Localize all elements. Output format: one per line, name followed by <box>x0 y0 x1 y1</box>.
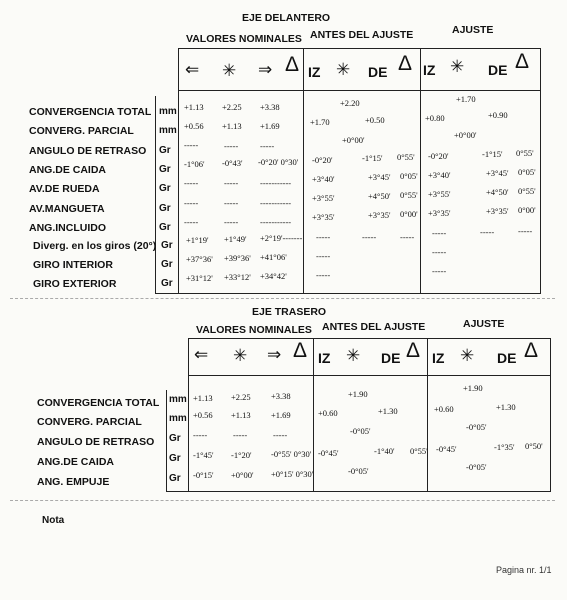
rear-nominal-value: +1.13 <box>231 410 251 420</box>
front-row-label: AV.MANGUETA <box>29 203 105 215</box>
front-nominal-value: ----- <box>184 140 199 150</box>
front-nominal-value: +0.56 <box>184 121 204 131</box>
front-nominal-value: +2.25 <box>222 102 242 112</box>
front-nominal-value: ----- <box>184 178 199 188</box>
front-before-iz-label: IZ <box>308 64 321 80</box>
front-grid-unit-left <box>155 96 156 294</box>
front-nominal-value: ----- <box>224 198 239 208</box>
front-row-unit: mm <box>159 106 177 117</box>
front-row-unit: mm <box>159 125 177 136</box>
rear-nominal-value: -1°45' <box>193 450 214 460</box>
front-row-label: GIRO EXTERIOR <box>33 278 117 290</box>
front-before-value: ----- <box>316 270 331 280</box>
front-after-value: +0.80 <box>425 113 445 123</box>
front-nominal-value: ----- <box>260 141 275 151</box>
front-row-unit: Gr <box>159 222 171 233</box>
front-after-value: +4°50' <box>486 187 509 197</box>
rear-row-unit: Gr <box>169 473 181 484</box>
front-nominal-value: ----- <box>224 141 239 151</box>
rear-before-star-icon: ✳ <box>346 346 361 365</box>
front-before-value: +0.50 <box>365 115 385 125</box>
front-before-value: ----- <box>362 232 377 242</box>
front-after-value: ----- <box>432 247 447 257</box>
rear-after-value: -1°35' <box>494 442 515 452</box>
rear-before-value: -0°05' <box>348 466 369 476</box>
front-before-value: -0°20' <box>312 155 333 165</box>
front-nominal-value: +34°42' <box>260 271 287 281</box>
rear-after-star-icon: ✳ <box>460 346 475 365</box>
front-before-value: -1°15' <box>362 153 383 163</box>
rear-row-unit: Gr <box>169 453 181 464</box>
rear-nominal-value: +3.38 <box>271 391 291 401</box>
rear-before-value: -0°05' <box>350 426 371 436</box>
rear-before-value: 0°55' <box>410 446 428 456</box>
rear-nominal-delta-icon: Δ <box>293 339 308 362</box>
front-before-value: ----- <box>400 232 415 242</box>
front-nominal-header: VALORES NOMINALES <box>186 33 302 45</box>
front-nominal-value: ----------- <box>260 178 292 188</box>
rear-after-value: -0°05' <box>466 462 487 472</box>
front-before-value: +4°50' <box>368 191 391 201</box>
front-nominal-value: +1°49' <box>224 234 247 244</box>
front-nominal-value: ----- <box>184 217 199 227</box>
front-row-unit: Gr <box>161 259 173 270</box>
front-center-star-icon: ✳ <box>222 61 237 80</box>
rear-nominal-value: ----- <box>273 430 288 440</box>
rear-after-de-label: DE <box>497 350 517 366</box>
rear-nominal-value: +1.69 <box>271 410 291 420</box>
rear-after-value: -0°05' <box>466 422 487 432</box>
front-nominal-value: +31°12' <box>186 273 213 283</box>
rear-grid-right <box>550 338 551 492</box>
front-before-value: +3°45' <box>368 172 391 182</box>
front-after-value: +3°55' <box>428 189 451 199</box>
front-after-value: +0°00' <box>454 130 477 140</box>
front-nominal-value: ----- <box>184 198 199 208</box>
front-after-value: +3°40' <box>428 170 451 180</box>
rear-row-label: ANGULO DE RETRASO <box>37 436 155 448</box>
section-separator <box>10 298 555 299</box>
front-before-value: ----- <box>316 251 331 261</box>
rear-nominal-value: +1.13 <box>193 393 213 403</box>
front-row-label: CONVERGENCIA TOTAL <box>29 106 152 118</box>
rear-right-arrow-icon: ⇒ <box>267 345 282 364</box>
front-row-unit: Gr <box>159 145 171 156</box>
front-grid-bottom <box>155 293 540 294</box>
rear-row-unit: mm <box>169 394 187 405</box>
front-nominal-value: -0°20' 0°30' <box>258 157 299 167</box>
front-after-value: 0°55' <box>516 148 534 158</box>
note-label: Nota <box>42 515 65 526</box>
front-nominal-value: +3.38 <box>260 102 280 112</box>
front-grid-right <box>540 48 541 294</box>
front-after-value: -0°20' <box>428 151 449 161</box>
front-grid-header-bottom <box>178 90 540 91</box>
front-after-value: +3°45' <box>486 168 509 178</box>
front-before-value: +2.20 <box>340 98 360 108</box>
front-after-value: ----- <box>432 228 447 238</box>
rear-row-label: ANG. EMPUJE <box>37 476 110 488</box>
front-row-unit: Gr <box>159 203 171 214</box>
front-row-label: Diverg. en los giros (20°) <box>33 240 157 252</box>
rear-before-value: +1.90 <box>348 389 368 399</box>
front-after-header: AJUSTE <box>452 24 494 36</box>
front-before-value: 0°55' <box>400 190 418 200</box>
front-row-label: ANG.DE CAIDA <box>29 164 107 176</box>
front-row-unit: Gr <box>161 278 173 289</box>
front-nominal-value: +33°12' <box>224 272 251 282</box>
front-nominal-value: ----- <box>224 217 239 227</box>
front-nominal-value: ----------- <box>260 198 292 208</box>
front-after-value: +3°35' <box>486 206 509 216</box>
front-nominal-value: ----- <box>224 178 239 188</box>
rear-grid-div2 <box>427 338 428 492</box>
front-row-unit: Gr <box>159 183 171 194</box>
front-row-label: ANG.INCLUIDO <box>29 222 106 234</box>
rear-grid-bottom <box>166 491 550 492</box>
front-after-delta-icon: Δ <box>515 50 530 73</box>
front-row-label: GIRO INTERIOR <box>33 259 113 271</box>
rear-nominal-header: VALORES NOMINALES <box>196 324 312 336</box>
rear-after-value: +1.30 <box>496 402 516 412</box>
front-nominal-value: ----------- <box>260 217 292 227</box>
rear-nominal-value: -0°15' <box>193 470 214 480</box>
rear-row-label: CONVERGENCIA TOTAL <box>37 397 160 409</box>
front-after-value: 0°00' <box>518 205 536 215</box>
front-after-iz-label: IZ <box>423 62 436 78</box>
front-nominal-value: +41°06' <box>260 252 287 262</box>
rear-nominal-value: -0°55' 0°30' <box>271 449 312 459</box>
front-right-arrow-icon: ⇒ <box>258 60 273 79</box>
rear-nominal-value: ----- <box>193 430 208 440</box>
front-grid-div1 <box>303 48 304 294</box>
front-row-unit: Gr <box>161 240 173 251</box>
rear-after-value: -0°45' <box>436 444 457 454</box>
front-axle-title: EJE DELANTERO <box>242 12 331 24</box>
front-after-value: +0.90 <box>488 110 508 120</box>
rear-after-value: +1.90 <box>463 383 483 393</box>
front-grid-left <box>178 48 179 294</box>
front-before-value: 0°05' <box>400 171 418 181</box>
front-after-value: 0°05' <box>518 167 536 177</box>
front-nominal-value: +1.13 <box>222 121 242 131</box>
front-before-value: 0°55' <box>397 152 415 162</box>
front-before-value: +3°35' <box>368 210 391 220</box>
front-after-value: ----- <box>480 227 495 237</box>
front-before-de-label: DE <box>368 64 388 80</box>
front-before-value: 0°00' <box>400 209 418 219</box>
front-before-value: +3°35' <box>312 212 335 222</box>
front-after-value: -1°15' <box>482 149 503 159</box>
rear-row-unit: Gr <box>169 433 181 444</box>
rear-before-value: -0°45' <box>318 448 339 458</box>
rear-after-header: AJUSTE <box>463 318 505 330</box>
rear-before-delta-icon: Δ <box>406 339 421 362</box>
front-nominal-value: +37°36' <box>186 254 213 264</box>
front-before-delta-icon: Δ <box>398 52 413 75</box>
front-row-label: ANGULO DE RETRASO <box>29 145 147 157</box>
front-after-de-label: DE <box>488 62 508 78</box>
rear-nominal-value: +0°15' 0°30' <box>271 469 314 479</box>
rear-nominal-value: -1°20' <box>231 450 252 460</box>
front-after-star-icon: ✳ <box>450 57 465 76</box>
front-nominal-delta-icon: Δ <box>285 53 300 76</box>
front-nominal-value: -1°06' <box>184 159 205 169</box>
front-before-value: ----- <box>316 232 331 242</box>
front-row-label: AV.DE RUEDA <box>29 183 100 195</box>
front-row-unit: Gr <box>159 164 171 175</box>
front-grid-div2 <box>420 48 421 294</box>
rear-nominal-value: +0°00' <box>231 470 254 480</box>
footer-separator <box>10 500 555 501</box>
rear-before-de-label: DE <box>381 350 401 366</box>
page-number: Pagina nr. 1/1 <box>496 565 552 575</box>
rear-before-value: +0.60 <box>318 408 338 418</box>
rear-nominal-value: +2.25 <box>231 392 251 402</box>
front-left-arrow-icon: ⇐ <box>185 60 200 79</box>
rear-row-unit: mm <box>169 413 187 424</box>
rear-row-label: ANG.DE CAIDA <box>37 456 115 468</box>
rear-center-star-icon: ✳ <box>233 346 248 365</box>
rear-after-iz-label: IZ <box>432 350 445 366</box>
front-before-value: +1.70 <box>310 117 330 127</box>
front-grid-top <box>178 48 540 49</box>
front-after-value: ----- <box>518 226 533 236</box>
front-before-star-icon: ✳ <box>336 60 351 79</box>
front-nominal-value: -0°43' <box>222 158 243 168</box>
front-after-value: 0°55' <box>518 186 536 196</box>
front-after-value: +1.70 <box>456 94 476 104</box>
front-nominal-value: +1.69 <box>260 121 280 131</box>
rear-nominal-value: +0.56 <box>193 410 213 420</box>
rear-grid-unit-left <box>166 390 167 492</box>
rear-left-arrow-icon: ⇐ <box>194 345 209 364</box>
front-nominal-value: +1°19' <box>186 235 209 245</box>
front-nominal-value: +1.13 <box>184 102 204 112</box>
front-before-value: +3°55' <box>312 193 335 203</box>
rear-after-value: 0°50' <box>525 441 543 451</box>
rear-grid-left <box>188 338 189 492</box>
rear-grid-header-bottom <box>188 375 550 376</box>
front-before-value: +0°00' <box>342 135 365 145</box>
rear-row-label: CONVERG. PARCIAL <box>37 416 142 428</box>
rear-nominal-value: ----- <box>233 430 248 440</box>
front-after-value: ----- <box>432 266 447 276</box>
front-nominal-value: +39°36' <box>224 253 251 263</box>
rear-before-value: +1.30 <box>378 406 398 416</box>
front-nominal-value: +2°19'------- <box>260 233 303 243</box>
front-before-value: +3°40' <box>312 174 335 184</box>
front-before-header: ANTES DEL AJUSTE <box>310 29 414 41</box>
front-after-value: +3°35' <box>428 208 451 218</box>
front-row-label: CONVERG. PARCIAL <box>29 125 134 137</box>
rear-axle-title: EJE TRASERO <box>252 306 327 318</box>
rear-before-iz-label: IZ <box>318 350 331 366</box>
rear-grid-top <box>188 338 550 339</box>
rear-after-delta-icon: Δ <box>524 339 539 362</box>
rear-after-value: +0.60 <box>434 404 454 414</box>
rear-before-header: ANTES DEL AJUSTE <box>322 321 426 333</box>
rear-before-value: -1°40' <box>374 446 395 456</box>
